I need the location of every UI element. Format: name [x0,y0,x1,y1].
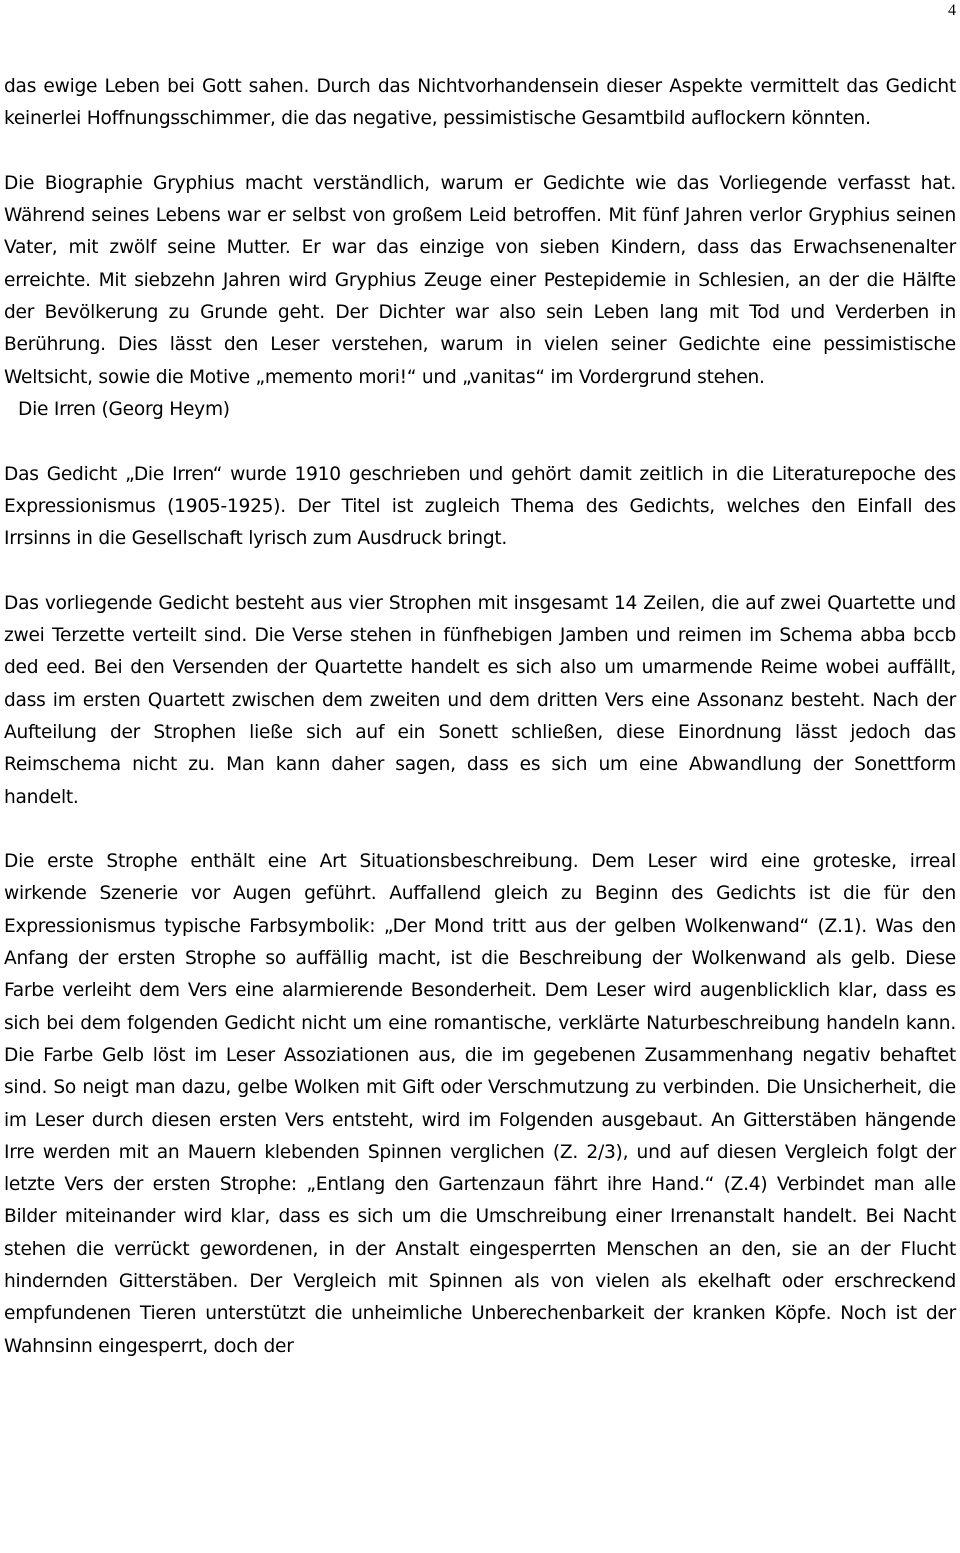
paragraph-poem-context: Das Gedicht „Die Irren“ wurde 1910 geschrieben und gehört damit zeitlich in die Literaturepoche des Expressionismus (1905-1925). Der Titel ist zugleich Thema des Gedichts, welches den Einfall des Irrsinns in die Gesellschaft lyrisch zum Ausdruck bringt. [4,463,956,550]
paragraph-first-stanza: Die erste Strophe enthält eine Art Situationsbeschreibung. Dem Leser wird eine groteske, irreal wirkende Szenerie vor Augen geführt. Auffallend gleich zu Beginn des Gedichts ist die für den Expressionismus typische Farbsymbolik: „Der Mond tritt aus der gelben Wolkenwand“ (Z.1). Was den Anfang der ersten Strophe so auffällig macht, ist die Beschreibung der Wolkenwand als gelb. Diese Farbe verleiht dem Vers eine alarmierende Besonderheit. Dem Leser wird augenblicklich klar, dass es sich bei dem folgenden Gedicht nicht um eine romantische, verklärte Naturbeschreibung handeln kann. Die Farbe Gelb löst im Leser Assoziationen aus, die im gegebenen Zusammenhang negativ behaftet sind. So neigt man dazu, gelbe Wolken mit Gift oder Verschmutzung zu verbinden. Die Unsicherheit, die im Leser durch diesen ersten Vers entsteht, wird im Folgenden ausgebaut. An Gitterstäben hängende Irre werden mit an Mauern klebenden Spinnen verglichen (Z. 2/3), und auf diesen Vergleich folgt der letzte Vers der ersten Strophe: „Entlang den Gartenzaun fährt ihre Hand.“ (Z.4) Verbindet man alle Bilder miteinander wird klar, dass es sich um die Umschreibung einer Irrenanstalt handelt. Bei Nacht stehen die verrückt gewordenen, in der Anstalt eingesperrten Menschen an den, sie an der Flucht hindernden Gitterstäben. Der Vergleich mit Spinnen als von vielen als ekelhaft oder erschreckend empfundenen Tieren unterstützt die unheimliche Unberechenbarkeit der kranken Köpfe. Noch ist der Wahnsinn eingesperrt, doch der [4,851,956,1357]
paragraph-poem-form: Das vorliegende Gedicht besteht aus vier Strophen mit insgesamt 14 Zeilen, die auf zwei Quartette und zwei Terzette verteilt sind. Die Verse stehen in fünfhebigen Jamben und reimen im Schema abba bccb ded eed. Bei den Versenden der Quartette handelt es sich also um umarmende Reime wobei auffällt, dass im ersten Quartett zwischen dem zweiten und dem dritten Vers eine Assonanz besteht. Nach der Aufteilung der Strophen ließe sich auf ein Sonett schließen, diese Einordnung lässt jedoch das Reimschema nicht zu. Man kann daher sagen, dass es sich um eine Abwandlung der Sonettform handelt. [4,592,956,808]
document-body [4,71,956,1395]
page-number: 4 [948,2,956,19]
paragraph-biography: Die Biographie Gryphius macht verständlich, warum er Gedichte wie das Vorliegende verfasst hat. Während seines Lebens war er selbst von großem Leid betroffen. Mit fünf Jahren verlor Gryphius seinen Vater, mit zwölf seine Mutter. Er war das einzige von sieben Kindern, dass das Erwachsenenalter erreichte. Mit siebzehn Jahren wird Gryphius Zeuge einer Pestepidemie in Schlesien, an der die Hälfte der Bevölkerung zu Grunde geht. Der Dichter war also sein Leben lang mit Tod und Verderben in Berührung. Dies lässt den Leser verstehen, warum in vielen seiner Gedichte eine pessimistische Weltsicht, sowie die Motive „memento mori!“ und „vanitas“ im Vordergrund stehen. [4,172,956,388]
section-heading: Die Irren (Georg Heym) [18,398,230,420]
paragraph-intro-continuation: das ewige Leben bei Gott sahen. Durch das Nichtvorhandensein dieser Aspekte vermittelt das Gedicht keinerlei Hoffnungsschimmer, die das negative, pessimistische Gesamtbild auflockern könnten. [4,76,956,130]
